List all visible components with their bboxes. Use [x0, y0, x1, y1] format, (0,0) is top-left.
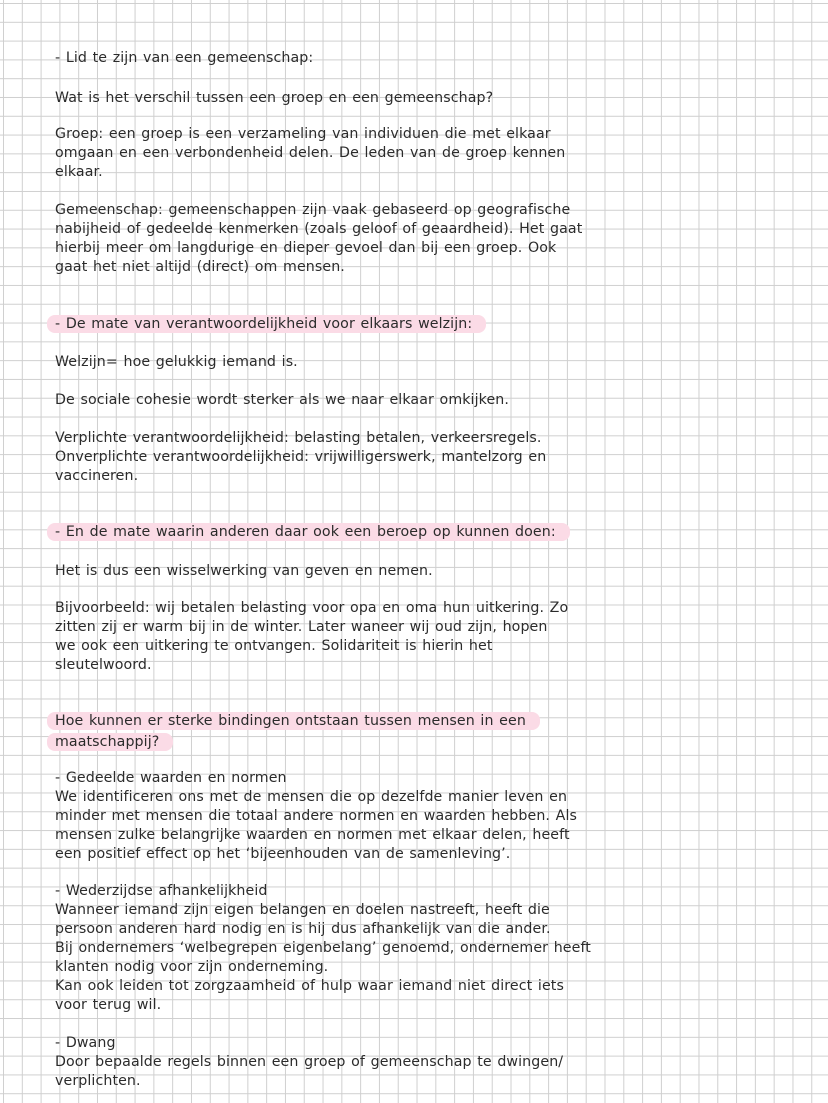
afhankelijkheid-line: voor terug wil. — [55, 997, 162, 1013]
groep-definition-line: Groep: een groep is een verzameling van individuen die met elkaar — [55, 126, 551, 142]
heading-verantwoordelijkheid — [55, 315, 486, 334]
gemeenschap-definition-line: nabijheid of gedeelde kenmerken (zoals geloof of geaardheid). Het gaat — [55, 221, 583, 237]
verantwoordelijkheid-line: vaccineren. — [55, 468, 139, 484]
heading-beroep — [55, 523, 570, 542]
highlight-mark: maatschappij? — [47, 733, 173, 751]
heading-lid-gemeenschap: - Lid te zijn van een gemeenschap: — [55, 50, 314, 66]
groep-definition-line: elkaar. — [55, 164, 103, 180]
dwang-line: Door bepaalde regels binnen een groep of gemeenschap te dwingen/ — [55, 1054, 564, 1070]
question-bindingen — [55, 712, 540, 731]
voorbeeld-line: Bijvoorbeeld: wij betalen belasting voor opa en oma hun uitkering. Zo — [55, 600, 569, 616]
highlight-mark: - En de mate waarin anderen daar ook een beroep op kunnen doen: — [47, 523, 570, 541]
gemeenschap-definition-line: hierbij meer om langdurige en dieper gevoel dan bij een groep. Ook — [55, 240, 557, 256]
gedeelde-waarden-line: We identificeren ons met de mensen die op dezelfde manier leven en — [55, 789, 568, 805]
voorbeeld-line: sleutelwoord. — [55, 657, 152, 673]
afhankelijkheid-line: Wanneer iemand zijn eigen belangen en doelen nastreeft, heeft die — [55, 902, 550, 918]
highlight-mark: Hoe kunnen er sterke bindingen ontstaan tussen mensen in een — [47, 712, 540, 730]
dwang-line: verplichten. — [55, 1073, 141, 1089]
heading-afhankelijkheid: - Wederzijdse afhankelijkheid — [55, 883, 268, 899]
gemeenschap-definition-line: Gemeenschap: gemeenschappen zijn vaak gebaseerd op geografische — [55, 202, 571, 218]
wisselwerking-line: Het is dus een wisselwerking van geven en nemen. — [55, 563, 433, 579]
afhankelijkheid-line: Kan ook leiden tot zorgzaamheid of hulp waar iemand niet direct iets — [55, 978, 564, 994]
verantwoordelijkheid-line: Onverplichte verantwoordelijkheid: vrijwilligerswerk, mantelzorg en — [55, 449, 547, 465]
heading-dwang: - Dwang — [55, 1035, 116, 1051]
highlight-mark: - De mate van verantwoordelijkheid voor elkaars welzijn: — [47, 315, 486, 333]
afhankelijkheid-line: persoon anderen hard nodig en is hij dus afhankelijk van die ander. — [55, 921, 551, 937]
gedeelde-waarden-line: mensen zulke belangrijke waarden en normen met elkaar delen, heeft — [55, 827, 570, 843]
gedeelde-waarden-line: een positief effect op het ‘bijeenhouden van de samenleving’. — [55, 846, 511, 862]
gedeelde-waarden-line: minder met mensen die totaal andere normen en waarden hebben. Als — [55, 808, 577, 824]
gemeenschap-definition-line: gaat het niet altijd (direct) om mensen. — [55, 259, 345, 275]
question-bindingen — [55, 733, 173, 752]
heading-gedeelde-waarden: - Gedeelde waarden en normen — [55, 770, 287, 786]
sociale-cohesie-line: De sociale cohesie wordt sterker als we naar elkaar omkijken. — [55, 392, 509, 408]
voorbeeld-line: we ook een uitkering te ontvangen. Solidariteit is hierin het — [55, 638, 493, 654]
verantwoordelijkheid-line: Verplichte verantwoordelijkheid: belasting betalen, verkeersregels. — [55, 430, 542, 446]
voorbeeld-line: zitten zij er warm bij in de winter. Later waneer wij oud zijn, hopen — [55, 619, 548, 635]
afhankelijkheid-line: klanten nodig voor zijn onderneming. — [55, 959, 329, 975]
groep-definition-line: omgaan en een verbondenheid delen. De leden van de groep kennen — [55, 145, 566, 161]
welzijn-definition: Welzijn= hoe gelukkig iemand is. — [55, 354, 298, 370]
question-groep-gemeenschap: Wat is het verschil tussen een groep en een gemeenschap? — [55, 90, 494, 106]
afhankelijkheid-line: Bij ondernemers ‘welbegrepen eigenbelang’ genoemd, ondernemer heeft — [55, 940, 591, 956]
